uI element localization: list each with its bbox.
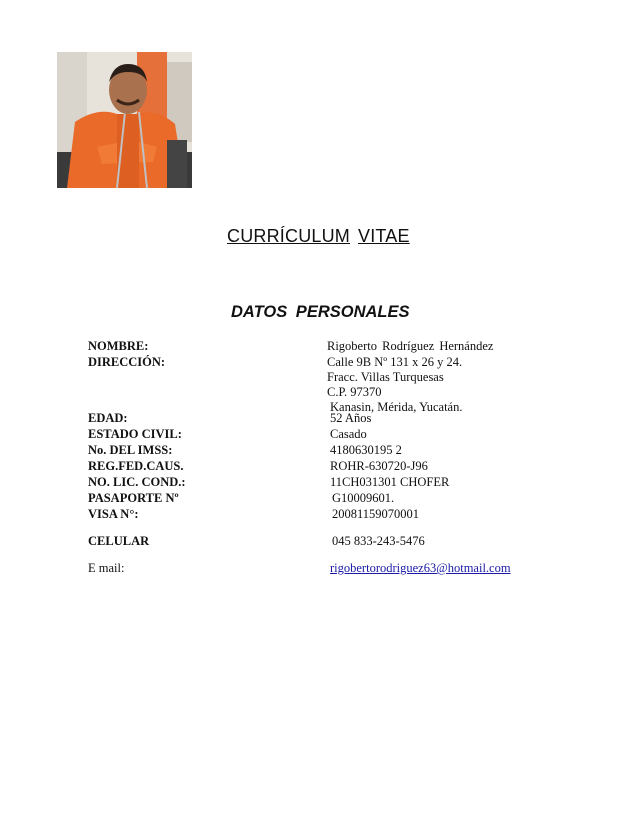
value-visa: 20081159070001	[332, 507, 420, 521]
label-direccion: DIRECCIÓN:	[88, 355, 166, 369]
profile-photo	[57, 52, 192, 188]
label-licencia: NO. LIC. COND.:	[88, 475, 186, 489]
value-email	[330, 561, 511, 576]
title-word-curriculum: CURRÍCULUM	[227, 226, 350, 246]
label-email: E mail:	[88, 561, 125, 575]
label-nombre: NOMBRE:	[88, 339, 149, 353]
email-link[interactable]: rigobertorodriguez63@hotmail.com	[330, 561, 511, 575]
value-regfed: ROHR-630720-J96	[330, 459, 428, 473]
value-direccion-line-4: Kanasin, Mérida, Yucatán.	[330, 400, 463, 414]
value-estado-civil: Casado	[330, 427, 367, 441]
section-title: DATOS PERSONALES	[231, 303, 410, 321]
label-celular: CELULAR	[88, 534, 150, 548]
value-imss: 4180630195 2	[330, 443, 402, 457]
value-edad: 52 Años	[330, 411, 372, 425]
label-regfed: REG.FED.CAUS.	[88, 459, 184, 473]
label-imss: No. DEL IMSS:	[88, 443, 173, 457]
label-visa: VISA N°:	[88, 507, 139, 521]
page-title	[227, 226, 410, 247]
value-celular: 045 833-243-5476	[332, 534, 425, 548]
value-direccion-line-2: Fracc. Villas Turquesas	[327, 370, 444, 384]
label-estado-civil: ESTADO CIVIL:	[88, 427, 182, 441]
title-word-vitae: VITAE	[358, 226, 410, 246]
value-nombre: Rigoberto Rodríguez Hernández	[327, 339, 494, 353]
value-direccion-line-1: Calle 9B Nº 131 x 26 y 24.	[327, 355, 463, 369]
value-pasaporte: G10009601.	[332, 491, 395, 505]
label-pasaporte: PASAPORTE Nº	[88, 491, 179, 505]
person-photo-icon	[57, 52, 192, 188]
value-licencia: 11CH031301 CHOFER	[330, 475, 450, 489]
value-direccion-line-3: C.P. 97370	[327, 385, 382, 399]
label-edad: EDAD:	[88, 411, 128, 425]
